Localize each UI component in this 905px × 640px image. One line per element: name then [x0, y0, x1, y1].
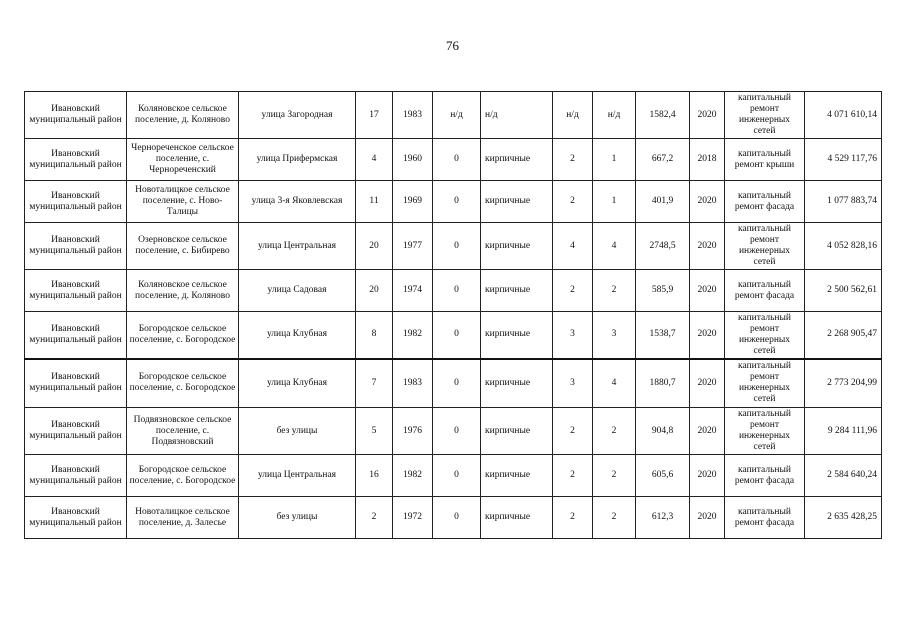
plan-year-cell: 2020 [690, 270, 725, 312]
floors-cell: 2 [553, 139, 593, 181]
floors-cell: 2 [553, 408, 593, 455]
district-cell: Ивановский муниципальный район [25, 312, 127, 359]
build-year-cell: 1976 [393, 408, 433, 455]
district-cell: Ивановский муниципальный район [25, 92, 127, 139]
rebuild-year-cell: 0 [433, 455, 481, 497]
house-number-cell: 17 [356, 92, 393, 139]
entrances-cell: н/д [593, 92, 636, 139]
build-year-cell: 1960 [393, 139, 433, 181]
wall-material-cell: кирпичные [481, 270, 553, 312]
work-type-cell: капитальный ремонт инженерных сетей [725, 408, 805, 455]
build-year-cell: 1977 [393, 223, 433, 270]
area-cell: 401,9 [636, 181, 690, 223]
street-cell: улица Клубная [239, 359, 356, 408]
table-row [25, 270, 882, 312]
work-type-cell: капитальный ремонт фасада [725, 270, 805, 312]
plan-year-cell: 2020 [690, 455, 725, 497]
wall-material-cell: кирпичные [481, 139, 553, 181]
wall-material-cell: кирпичные [481, 312, 553, 359]
work-type-cell: капитальный ремонт инженерных сетей [725, 359, 805, 408]
build-year-cell: 1972 [393, 497, 433, 539]
street-cell: улица 3-я Яковлевская [239, 181, 356, 223]
floors-cell: 2 [553, 270, 593, 312]
plan-year-cell: 2018 [690, 139, 725, 181]
page-number: 76 [446, 38, 459, 53]
house-number-cell: 8 [356, 312, 393, 359]
cost-cell: 4 529 117,76 [805, 139, 882, 181]
settlement-cell: Новоталицкое сельское поселение, д. Залесье [127, 497, 239, 539]
wall-material-cell: н/д [481, 92, 553, 139]
house-number-cell: 7 [356, 359, 393, 408]
table-row [25, 181, 882, 223]
house-number-cell: 2 [356, 497, 393, 539]
wall-material-cell: кирпичные [481, 408, 553, 455]
settlement-cell: Коляновское сельское поселение, д. Коляново [127, 92, 239, 139]
house-number-cell: 5 [356, 408, 393, 455]
work-type-cell: капитальный ремонт фасада [725, 181, 805, 223]
rebuild-year-cell: 0 [433, 408, 481, 455]
settlement-cell: Богородское сельское поселение, с. Богородское [127, 312, 239, 359]
cost-cell: 2 500 562,61 [805, 270, 882, 312]
build-year-cell: 1969 [393, 181, 433, 223]
table-row [25, 359, 882, 408]
area-cell: 605,6 [636, 455, 690, 497]
cost-cell: 4 071 610,14 [805, 92, 882, 139]
area-cell: 904,8 [636, 408, 690, 455]
rebuild-year-cell: 0 [433, 181, 481, 223]
floors-cell: 2 [553, 181, 593, 223]
district-cell: Ивановский муниципальный район [25, 497, 127, 539]
work-type-cell: капитальный ремонт фасада [725, 497, 805, 539]
settlement-cell: Чернореченское сельское поселение, с. Чернореченский [127, 139, 239, 181]
settlement-cell: Подвязновское сельское поселение, с. Подвязновский [127, 408, 239, 455]
entrances-cell: 1 [593, 181, 636, 223]
rebuild-year-cell: н/д [433, 92, 481, 139]
work-type-cell: капитальный ремонт инженерных сетей [725, 223, 805, 270]
work-type-cell: капитальный ремонт инженерных сетей [725, 92, 805, 139]
district-cell: Ивановский муниципальный район [25, 455, 127, 497]
rebuild-year-cell: 0 [433, 270, 481, 312]
district-cell: Ивановский муниципальный район [25, 181, 127, 223]
build-year-cell: 1983 [393, 92, 433, 139]
settlement-cell: Богородское сельское поселение, с. Богородское [127, 455, 239, 497]
settlement-cell: Озерновское сельское поселение, с. Бибирево [127, 223, 239, 270]
house-number-cell: 20 [356, 223, 393, 270]
rebuild-year-cell: 0 [433, 139, 481, 181]
plan-year-cell: 2020 [690, 359, 725, 408]
floors-cell: 4 [553, 223, 593, 270]
floors-cell: н/д [553, 92, 593, 139]
table-row [25, 312, 882, 359]
area-cell: 2748,5 [636, 223, 690, 270]
table-row [25, 455, 882, 497]
area-cell: 1538,7 [636, 312, 690, 359]
district-cell: Ивановский муниципальный район [25, 270, 127, 312]
settlement-cell: Богородское сельское поселение, с. Богородское [127, 359, 239, 408]
district-cell: Ивановский муниципальный район [25, 223, 127, 270]
rebuild-year-cell: 0 [433, 223, 481, 270]
table-row [25, 223, 882, 270]
street-cell: без улицы [239, 497, 356, 539]
house-number-cell: 20 [356, 270, 393, 312]
cost-cell: 2 635 428,25 [805, 497, 882, 539]
work-type-cell: капитальный ремонт инженерных сетей [725, 312, 805, 359]
plan-year-cell: 2020 [690, 497, 725, 539]
rebuild-year-cell: 0 [433, 312, 481, 359]
street-cell: улица Садовая [239, 270, 356, 312]
entrances-cell: 4 [593, 223, 636, 270]
table-row [25, 497, 882, 539]
wall-material-cell: кирпичные [481, 181, 553, 223]
floors-cell: 2 [553, 455, 593, 497]
floors-cell: 3 [553, 312, 593, 359]
build-year-cell: 1982 [393, 312, 433, 359]
wall-material-cell: кирпичные [481, 455, 553, 497]
house-number-cell: 4 [356, 139, 393, 181]
cost-cell: 2 268 905,47 [805, 312, 882, 359]
district-cell: Ивановский муниципальный район [25, 408, 127, 455]
table-row [25, 139, 882, 181]
cost-cell: 1 077 883,74 [805, 181, 882, 223]
plan-year-cell: 2020 [690, 181, 725, 223]
plan-year-cell: 2020 [690, 408, 725, 455]
entrances-cell: 2 [593, 270, 636, 312]
street-cell: улица Загородная [239, 92, 356, 139]
house-number-cell: 11 [356, 181, 393, 223]
cost-cell: 2 773 204,99 [805, 359, 882, 408]
street-cell: улица Прифермская [239, 139, 356, 181]
cost-cell: 4 052 828,16 [805, 223, 882, 270]
plan-year-cell: 2020 [690, 223, 725, 270]
build-year-cell: 1974 [393, 270, 433, 312]
area-cell: 667,2 [636, 139, 690, 181]
floors-cell: 2 [553, 497, 593, 539]
wall-material-cell: кирпичные [481, 359, 553, 408]
plan-year-cell: 2020 [690, 312, 725, 359]
street-cell: улица Центральная [239, 455, 356, 497]
settlement-cell: Коляновское сельское поселение, д. Коляново [127, 270, 239, 312]
district-cell: Ивановский муниципальный район [25, 359, 127, 408]
district-cell: Ивановский муниципальный район [25, 139, 127, 181]
house-number-cell: 16 [356, 455, 393, 497]
entrances-cell: 1 [593, 139, 636, 181]
street-cell: улица Центральная [239, 223, 356, 270]
entrances-cell: 2 [593, 455, 636, 497]
rebuild-year-cell: 0 [433, 497, 481, 539]
work-type-cell: капитальный ремонт крыши [725, 139, 805, 181]
entrances-cell: 2 [593, 408, 636, 455]
wall-material-cell: кирпичные [481, 223, 553, 270]
street-cell: улица Клубная [239, 312, 356, 359]
cost-cell: 9 284 111,96 [805, 408, 882, 455]
cost-cell: 2 584 640,24 [805, 455, 882, 497]
table-row [25, 92, 882, 139]
build-year-cell: 1982 [393, 455, 433, 497]
street-cell: без улицы [239, 408, 356, 455]
area-cell: 585,9 [636, 270, 690, 312]
rebuild-year-cell: 0 [433, 359, 481, 408]
work-type-cell: капитальный ремонт фасада [725, 455, 805, 497]
table-row [25, 408, 882, 455]
area-cell: 1880,7 [636, 359, 690, 408]
entrances-cell: 2 [593, 497, 636, 539]
build-year-cell: 1983 [393, 359, 433, 408]
area-cell: 612,3 [636, 497, 690, 539]
housing-registry-table [24, 91, 882, 539]
entrances-cell: 3 [593, 312, 636, 359]
area-cell: 1582,4 [636, 92, 690, 139]
settlement-cell: Новоталицкое сельское поселение, с. Ново-Талицы [127, 181, 239, 223]
entrances-cell: 4 [593, 359, 636, 408]
wall-material-cell: кирпичные [481, 497, 553, 539]
floors-cell: 3 [553, 359, 593, 408]
plan-year-cell: 2020 [690, 92, 725, 139]
